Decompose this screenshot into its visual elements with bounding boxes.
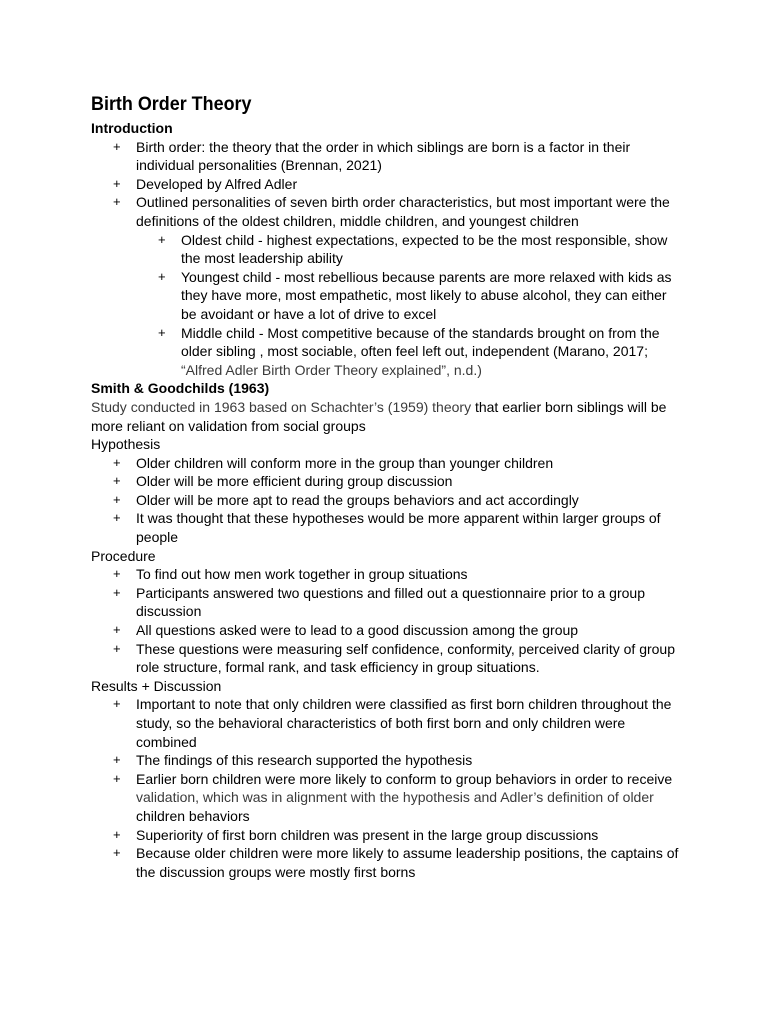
- plus-bullet-icon: +: [158, 268, 166, 284]
- list-item: + Participants answered two questions and filled out a questionnaire prior to a group discussion: [113, 584, 645, 620]
- section-heading-introduction: Introduction: [91, 120, 173, 136]
- section-heading-study: Smith & Goodchilds (1963): [91, 380, 270, 397]
- study-description: Study conducted in 1963 based on Schachter’s (1959) theory that earlier born siblings will be more reliant on validation from social groups: [91, 398, 667, 434]
- plus-bullet-icon: +: [113, 473, 121, 489]
- plus-bullet-icon: +: [158, 231, 166, 247]
- list-item: + Older children will conform more in the group than younger children: [113, 454, 554, 471]
- introduction-list: [91, 138, 681, 380]
- plus-bullet-icon: +: [113, 622, 121, 638]
- list-item: + Developed by Alfred Adler: [113, 175, 298, 192]
- results-list: [91, 695, 681, 881]
- list-item: + Superiority of first born children was present in the large group discussions: [113, 826, 599, 843]
- document-body: [91, 91, 681, 881]
- plus-bullet-icon: +: [113, 175, 121, 191]
- plus-bullet-icon: +: [113, 138, 121, 154]
- plus-bullet-icon: +: [113, 194, 121, 210]
- plus-bullet-icon: +: [113, 491, 121, 507]
- list-item: + It was thought that these hypotheses would be more apparent within larger groups of people: [113, 510, 661, 546]
- list-item: + Oldest child - highest expectations, expected to be the most responsible, show the most leadership ability: [158, 231, 668, 267]
- hypothesis-list: [91, 454, 681, 547]
- list-item: + Earlier born children were more likely to conform to group behaviors in order to receive validation, which was in alignment with the hypothesis and Adler’s definition of older children behaviors: [113, 770, 673, 824]
- list-item: + Youngest child - most rebellious because parents are more relaxed with kids as they have more, most empathetic, most likely to abuse alcohol, they can either be avoidant or have a lot of drive to excel: [158, 268, 672, 322]
- plus-bullet-icon: +: [113, 454, 121, 470]
- list-item: + The findings of this research supported the hypothesis: [113, 752, 473, 769]
- plus-bullet-icon: +: [113, 584, 121, 600]
- list-item: + Because older children were more likely to assume leadership positions, the captains of the discussion groups were mostly first borns: [113, 845, 679, 880]
- list-item: + Middle child - Most competitive because of the standards brought on from the older sibling , most sociable, often feel left out, independent (Marano, 2017; “Alfred Adler Birth Order Theory explained”, n.d.): [158, 324, 660, 378]
- list-item: + Birth order: the theory that the order in which siblings are born is a factor in their individual personalities (Brennan, 2021): [113, 138, 631, 174]
- list-item: + Older will be more efficient during group discussion: [113, 473, 453, 490]
- procedure-list: [91, 565, 681, 677]
- plus-bullet-icon: +: [113, 640, 121, 656]
- plus-bullet-icon: +: [113, 510, 121, 526]
- list-item: + To find out how men work together in group situations: [113, 566, 468, 583]
- list-item: + Outlined personalities of seven birth order characteristics, but most important were the definitions of the oldest children, middle children, and youngest children + Oldest child - highest expectations, expected to be the most responsible, show the most leadership ability + Youngest child - most rebellious because parents are more relaxed with kids as they have more, most empathetic, most likely to abuse alcohol, they can either be avoidant or have a lot of drive to excel + Middle child - Most competitive because of the standards brought on from the older sibling , most sociable, often feel left out, independent (Marano, 2017; “Alfred Adler Birth Order Theory explained”, n.d.): [91, 193, 681, 379]
- list-item: + Older will be more apt to read the groups behaviors and act accordingly: [113, 491, 579, 508]
- plus-bullet-icon: +: [113, 826, 121, 842]
- section-heading-hypothesis: Hypothesis: [91, 436, 161, 453]
- plus-bullet-icon: +: [113, 770, 121, 786]
- plus-bullet-icon: +: [113, 696, 121, 712]
- plus-bullet-icon: +: [113, 752, 121, 768]
- list-item: + These questions were measuring self confidence, conformity, perceived clarity of group role structure, formal rank, and task efficiency in group situations.: [113, 640, 676, 676]
- plus-bullet-icon: +: [113, 566, 121, 582]
- section-heading-results: Results + Discussion: [91, 677, 222, 694]
- plus-bullet-icon: +: [158, 324, 166, 340]
- section-heading-procedure: Procedure: [91, 547, 156, 564]
- page-title: Birth Order Theory: [91, 93, 252, 115]
- list-item: + Important to note that only children were classified as first born children throughout the study, so the behavioral characteristics of both first born and only children were combined: [113, 696, 672, 750]
- plus-bullet-icon: +: [113, 845, 121, 861]
- birth-order-sublist: [136, 231, 681, 380]
- citation-continuation: “Alfred Adler Birth Order Theory explained”, n.d.): [181, 361, 482, 378]
- list-item: + All questions asked were to lead to a good discussion among the group: [113, 622, 579, 639]
